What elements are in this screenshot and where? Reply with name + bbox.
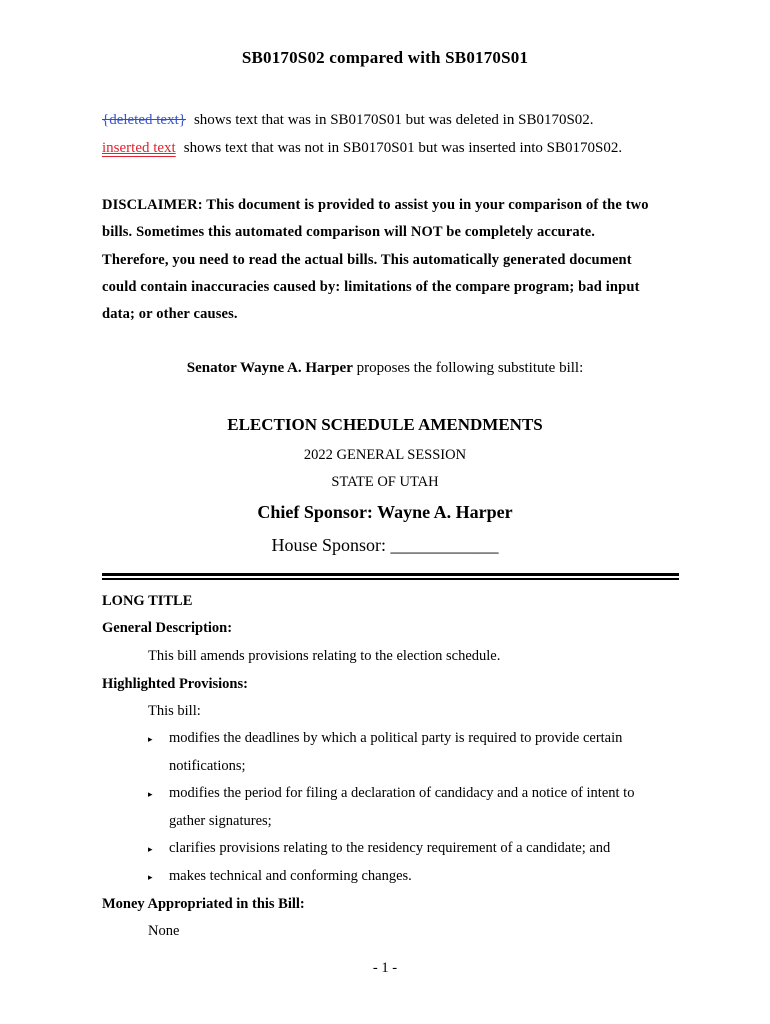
disclaimer (102, 192, 682, 328)
money-appropriated-text: None (148, 923, 180, 939)
general-description-heading: General Description: (102, 620, 233, 636)
deleted-text-description: shows text that was in SB0170S01 but was deleted in SB0170S02. (193, 112, 594, 128)
disclaimer-line: bills. Sometimes this automated comparison will NOT be completely accurate. (102, 224, 596, 241)
disclaimer-line: Therefore, you need to read the actual bills. This automatically generated document (102, 251, 632, 268)
divider-thick (102, 573, 679, 576)
long-title-heading: LONG TITLE (102, 593, 193, 609)
bullet-icon: ▸ (148, 734, 153, 744)
substitute-bill-line (0, 360, 770, 377)
legend-inserted (102, 140, 622, 157)
bullet-icon: ▸ (148, 872, 153, 882)
provision-item-continued: gather signatures; (169, 813, 272, 829)
document-title: SB0170S02 compared with SB0170S01 (241, 48, 529, 67)
disclaimer-line: DISCLAIMER: This document is provided to assist you in your comparison of the two (102, 197, 649, 213)
money-appropriated-heading: Money Appropriated in this Bill: (102, 896, 305, 912)
deleted-text-sample: {deleted text} (102, 112, 186, 128)
substitute-text: proposes the following substitute bill: (352, 360, 584, 376)
highlighted-provisions-heading: Highlighted Provisions: (102, 676, 248, 692)
bill-title: ELECTION SCHEDULE AMENDMENTS (227, 415, 543, 434)
page-number: - 1 - (372, 960, 398, 976)
legend-deleted (102, 112, 594, 129)
general-description-text: This bill amends provisions relating to the election schedule. (148, 648, 501, 664)
session: 2022 GENERAL SESSION (303, 447, 467, 463)
highlighted-intro: This bill: (148, 703, 201, 719)
provision-item: modifies the deadlines by which a political party is required to provide certain (169, 730, 623, 746)
bullet-icon: ▸ (148, 789, 153, 799)
provision-item-continued: notifications; (169, 758, 246, 774)
substitute-sponsor-name: Senator Wayne A. Harper (186, 360, 353, 376)
provision-item: clarifies provisions relating to the residency requirement of a candidate; and (169, 840, 611, 856)
state: STATE OF UTAH (331, 474, 439, 490)
bullet-icon: ▸ (148, 844, 153, 854)
inserted-text-description: shows text that was not in SB0170S01 but was inserted into SB0170S02. (183, 140, 623, 156)
disclaimer-line: could contain inaccuracies caused by: limitations of the compare program; bad input (102, 278, 640, 295)
inserted-text-sample: inserted text (102, 140, 176, 156)
chief-sponsor: Chief Sponsor: Wayne A. Harper (257, 502, 513, 522)
disclaimer-line: data; or other causes. (102, 306, 238, 323)
provision-item: makes technical and conforming changes. (169, 868, 412, 884)
house-sponsor: House Sponsor: ____________ (271, 535, 499, 555)
provision-item: modifies the period for filing a declaration of candidacy and a notice of intent to (169, 785, 635, 801)
divider-thin (102, 578, 679, 580)
